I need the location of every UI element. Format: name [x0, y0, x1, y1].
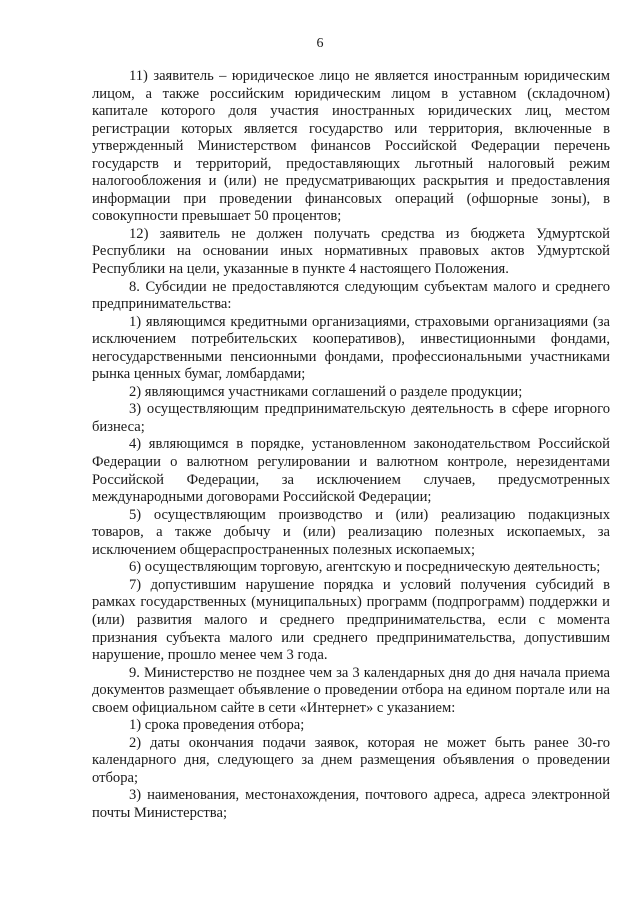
paragraph-clause-8: 8. Субсидии не предоставляются следующим субъектам малого и среднего предпринимательства:: [92, 278, 610, 313]
paragraph-item-2: 2) являющимся участниками соглашений о разделе продукции;: [129, 383, 523, 400]
paragraph-item-11: 11) заявитель – юридическое лицо не является иностранным юридическим лицом, а также российским юридическим лицом в уставном (складочном) капитале которого доля участия иностранных юридических лиц, местом регистрации которых является государство или территория, включенные в утвержденный Министерством финансов Российской Федерации перечень государств и территорий, предоставляющих льготный налоговый режим налогообложения и (или) не предусматривающих раскрытия и предоставления информации при проведении финансовых операций (офшорные зоны), в совокупности превышает 50 процентов;: [92, 68, 610, 225]
paragraph-subitem-1: 1) срока проведения отбора;: [129, 717, 305, 734]
document-body: [92, 68, 610, 823]
paragraph-item-6: 6) осуществляющим торговую, агентскую и посредническую деятельность;: [129, 559, 601, 576]
paragraph-item-12: 12) заявитель не должен получать средства из бюджета Удмуртской Республики на основании иных нормативных правовых актов Удмуртской Республики на цели, указанные в пункте 4 настоящего Положения.: [92, 225, 610, 278]
paragraph-item-7: 7) допустившим нарушение порядка и условий получения субсидий в рамках государственных (муниципальных) программ (подпрограмм) поддержки и (или) развития малого и среднего предпринимательства, если с момента признания субъекта малого или среднего предпринимательства, допустившим нарушение, прошло менее чем 3 года.: [92, 576, 610, 664]
paragraph-subitem-3: 3) наименования, местонахождения, почтового адреса, адреса электронной почты Министерства;: [92, 787, 610, 821]
page-number: 6: [316, 36, 324, 51]
paragraph-subitem-2: 2) даты окончания подачи заявок, которая не может быть ранее 30-го календарного дня, следующего за днем размещения объявления о проведении отбора;: [92, 734, 610, 786]
paragraph-clause-9: 9. Министерство не позднее чем за 3 календарных дня до дня начала приема документов размещает объявление о проведении отбора на едином портале или на своем официальном сайте в сети «Интернет» с указанием:: [92, 664, 610, 716]
paragraph-item-1: 1) являющимся кредитными организациями, страховыми организациями (за исключением потребительских кооперативов), инвестиционными фондами, негосударственными пенсионными фондами, профессиональными участниками рынка ценных бумаг, ломбардами;: [92, 313, 610, 383]
paragraph-item-5: 5) осуществляющим производство и (или) реализацию подакцизных товаров, а также добычу и (или) реализацию полезных ископаемых, за исключением общераспространенных полезных ископаемых;: [92, 506, 610, 558]
paragraph-item-4: 4) являющимся в порядке, установленном законодательством Российской Федерации о валютном регулировании и валютном контроле, нерезидентами Российской Федерации, за исключением случаев, предусмотренных международными договорами Российской Федерации;: [92, 436, 610, 506]
paragraph-item-3: 3) осуществляющим предпринимательскую деятельность в сфере игорного бизнеса;: [92, 401, 610, 435]
